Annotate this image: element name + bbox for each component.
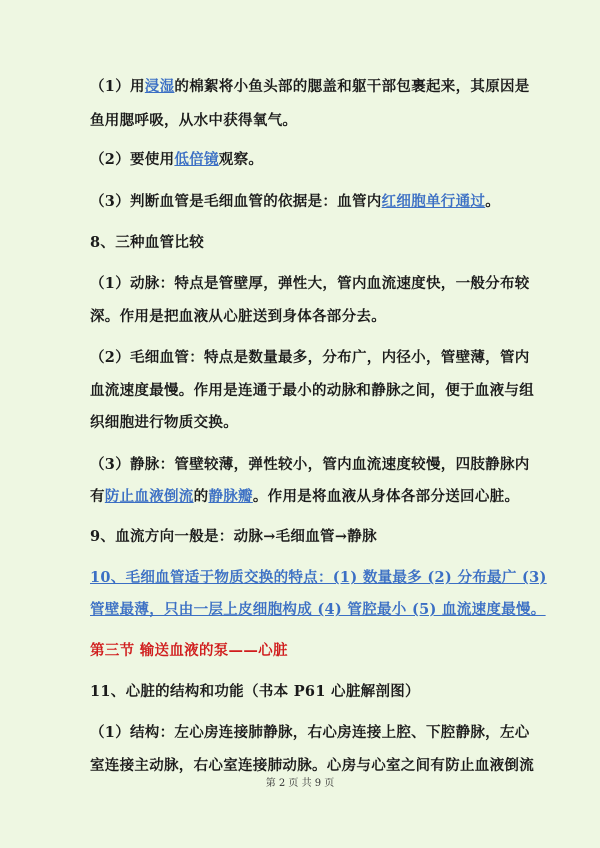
paragraph-line: （1）结构：左心房连接肺静脉，右心房连接上腔、下腔静脉，左心: [90, 724, 530, 741]
paragraph-line: 织细胞进行物质交换。: [90, 414, 238, 431]
heading-8: 8、三种血管比较: [90, 234, 204, 251]
text: 的棉絮将小鱼头部的腮盖和躯干部包裹起来，其原因是: [174, 78, 530, 95]
paragraph-line: [90, 77, 530, 97]
page-number: 第 2 页 共 9 页: [265, 778, 335, 789]
keyword: 防止血液倒流: [104, 488, 194, 505]
text: （3）判断血管是毛细血管的依据是：血管内: [90, 193, 382, 210]
keyword: 静脉瓣: [208, 488, 253, 505]
keyword: 浸湿: [144, 78, 175, 95]
section-title: 第三节 输送血液的泵——心脏: [90, 642, 288, 659]
paragraph-line: 鱼用腮呼吸，从水中获得氧气。: [90, 112, 298, 129]
keyword: 低倍镜: [174, 151, 219, 168]
highlight-line: 10、毛细血管适于物质交换的特点：(1) 数量最多 (2) 分布最广 (3): [90, 569, 547, 586]
text: （1）用: [90, 78, 145, 95]
paragraph-line: 深。作用是把血液从心脏送到身体各部分去。: [90, 308, 386, 325]
text: 。作用是将血液从身体各部分送回心脏。: [252, 488, 520, 505]
paragraph-line: （2）毛细血管：特点是数量最多，分布广，内径小，管壁薄，管内: [90, 349, 530, 366]
text: 有: [90, 488, 105, 505]
paragraph-line: [90, 150, 520, 170]
paragraph-line: [90, 487, 520, 507]
paragraph-line: [90, 192, 520, 212]
heading-11: 11、心脏的结构和功能（书本 P61 心脏解剖图）: [90, 683, 420, 700]
heading-9: 9、血流方向一般是：动脉→毛细血管→静脉: [90, 528, 377, 545]
text: 。: [485, 193, 501, 210]
text: （2）要使用: [90, 151, 175, 168]
highlight-line: 管壁最薄，只由一层上皮细胞构成 (4) 管腔最小 (5) 血流速度最慢。: [90, 601, 546, 618]
paragraph-line: （3）静脉：管壁较薄，弹性较小，管内血流速度较慢，四肢静脉内: [90, 456, 530, 473]
paragraph-line: 血流速度最慢。作用是连通于最小的动脉和静脉之间，便于血液与组: [90, 382, 534, 399]
keyword: 红细胞单行通过: [381, 193, 486, 210]
text: 观察。: [218, 151, 264, 168]
paragraph-line: 室连接主动脉，右心室连接肺动脉。心房与心室之间有防止血液倒流: [90, 757, 534, 774]
paragraph-line: （1）动脉：特点是管壁厚，弹性大，管内血流速度快，一般分布较: [90, 275, 530, 292]
text: 的: [193, 488, 209, 505]
